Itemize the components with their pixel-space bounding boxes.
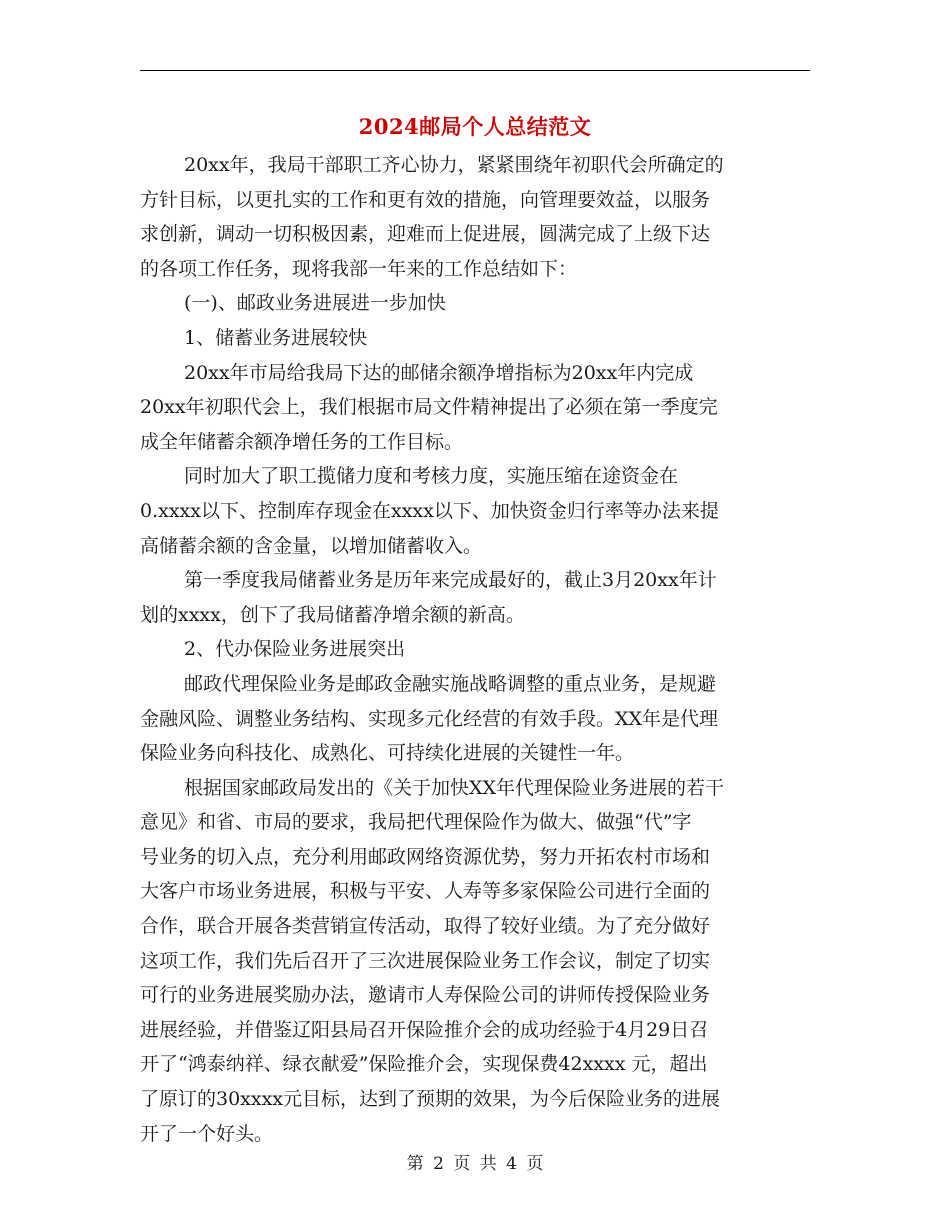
text-line: 2、代办保险业务进展突出	[184, 638, 406, 661]
text-line: 意见》和省、市局的要求，我局把代理保险作为做大、做强“代”字	[140, 811, 692, 834]
text-line: 进展经验，并借鉴辽阳县局召开保险推介会的成功经验于4月29日召	[140, 1018, 709, 1041]
page-footer: 第 2 页 共 4 页	[406, 1154, 544, 1174]
text-line: 20xx年初职代会上，我们根据市局文件精神提出了必须在第一季度完	[140, 396, 718, 419]
text-line: 求创新，调动一切积极因素，迎难而上促进展，圆满完成了上级下达	[140, 223, 711, 246]
text-line: 大客户市场业务进展，积极与平安、人寿等多家保险公司进行全面的	[140, 880, 711, 903]
text-line: 合作，联合开展各类营销宣传活动，取得了较好业绩。为了充分做好	[140, 915, 711, 938]
text-line: 号业务的切入点，充分利用邮政网络资源优势，努力开拓农村市场和	[140, 845, 711, 868]
text-line: 1、储蓄业务进展较快	[184, 326, 368, 349]
text-line: 可行的业务进展奖励办法，邀请市人寿保险公司的讲师传授保险业务	[140, 984, 711, 1007]
text-line: 了原订的30xxxx元目标，达到了预期的效果，为今后保险业务的进展	[140, 1088, 721, 1111]
text-line: 这项工作，我们先后召开了三次进展保险业务工作会议，制定了切实	[140, 949, 711, 972]
document-body	[140, 148, 810, 1151]
text-line: 20xx年市局给我局下达的邮储余额净增指标为20xx年内完成	[184, 361, 694, 384]
text-line: 第一季度我局储蓄业务是历年来完成最好的，截止3月20xx年计	[184, 569, 717, 592]
text-line: 同时加大了职工揽储力度和考核力度，实施压缩在途资金在	[184, 465, 679, 488]
text-line: (一)、邮政业务进展进一步加快	[184, 292, 446, 315]
text-line: 0.xxxx以下、控制库存现金在xxxx以下、加快资金归行率等办法来提	[140, 499, 719, 522]
document-title: 2024邮局个人总结范文	[358, 114, 592, 139]
header-rule	[140, 70, 810, 71]
text-line: 20xx年，我局干部职工齐心协力，紧紧围绕年初职代会所确定的	[184, 154, 724, 176]
text-line: 保险业务向科技化、成熟化、可持续化进展的关键性一年。	[140, 742, 635, 765]
text-line: 根据国家邮政局发出的《关于加快XX年代理保险业务进展的若干	[184, 776, 725, 799]
text-line: 划的xxxx，创下了我局储蓄净增余额的新高。	[140, 603, 525, 626]
text-line: 高储蓄余额的含金量，以增加储蓄收入。	[140, 534, 483, 557]
text-line: 邮政代理保险业务是邮政金融实施战略调整的重点业务，是规避	[184, 672, 717, 695]
text-line: 方针目标，以更扎实的工作和更有效的措施，向管理要效益，以服务	[140, 188, 711, 211]
text-line: 成全年储蓄余额净增任务的工作目标。	[140, 430, 464, 453]
text-line: 开了“鸿泰纳祥、绿衣献爱”保险推介会，实现保费42xxxx 元，超出	[140, 1053, 708, 1076]
text-line: 开了一个好头。	[140, 1122, 274, 1145]
text-line: 金融风险、调整业务结构、实现多元化经营的有效手段。XX年是代理	[140, 707, 719, 730]
text-line: 的各项工作任务，现将我部一年来的工作总结如下：	[140, 257, 578, 280]
